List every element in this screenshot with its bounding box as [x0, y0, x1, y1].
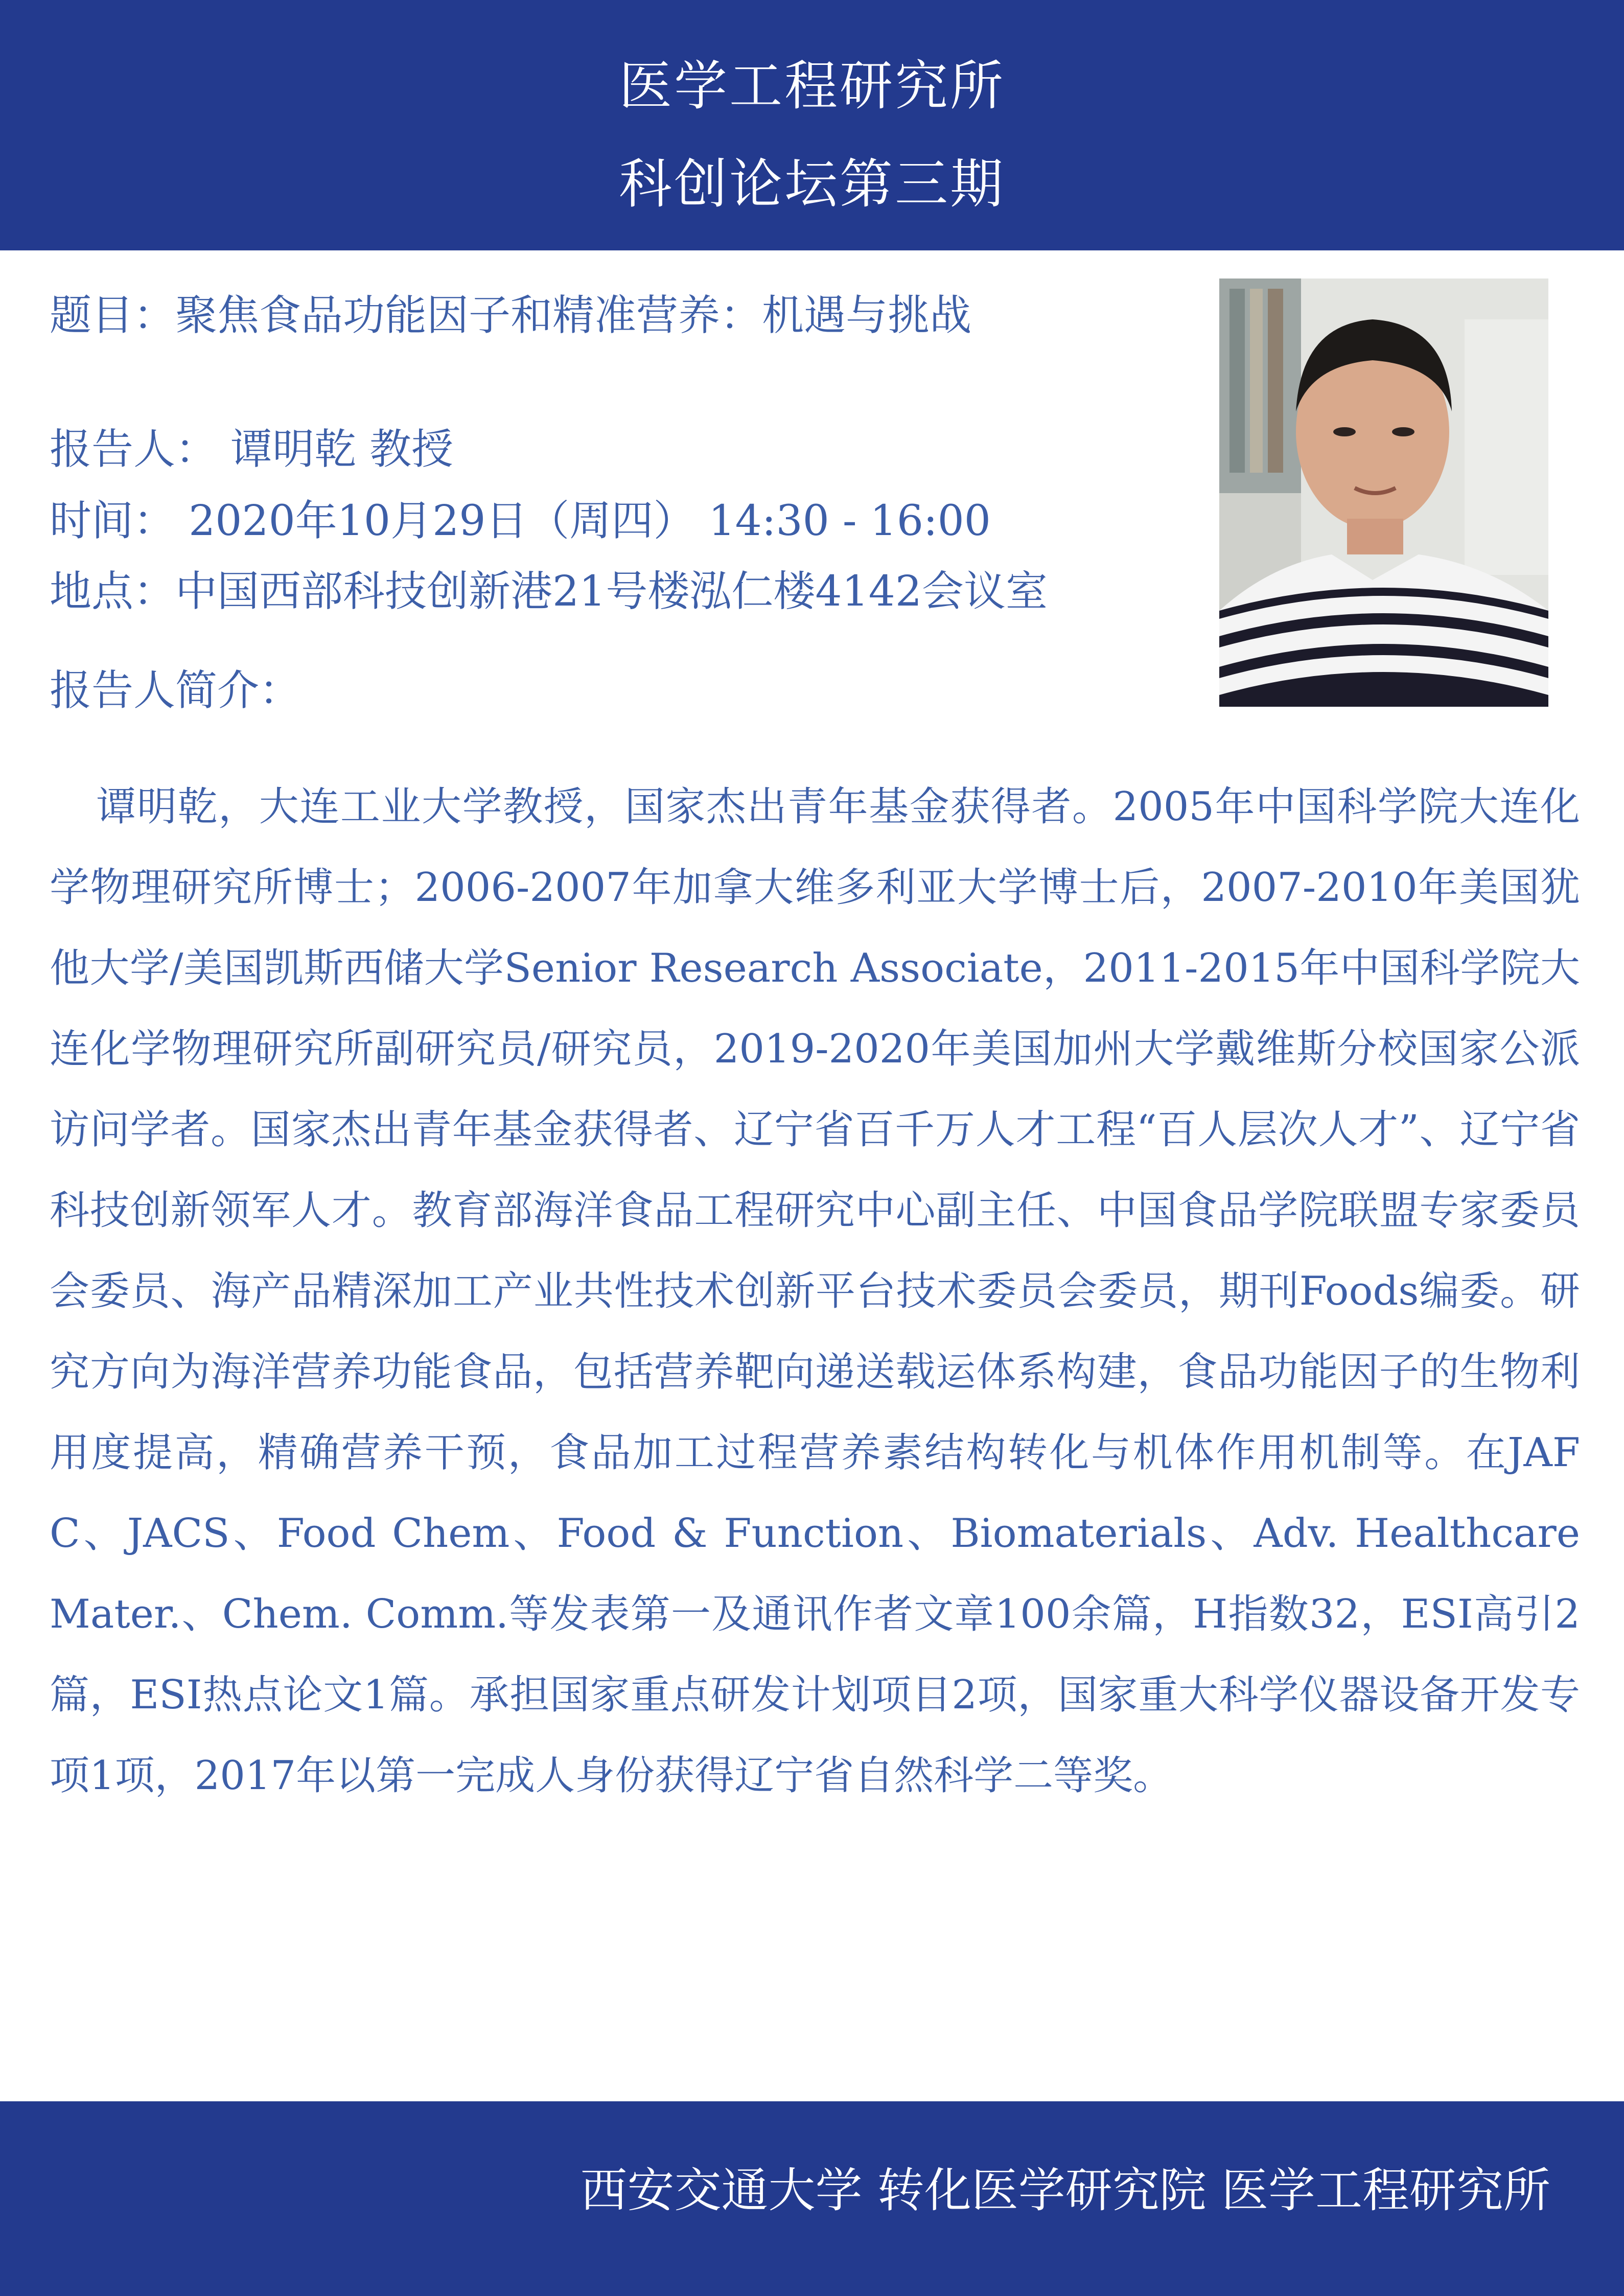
talk-speaker: 报告人： 谭明乾 教授: [50, 425, 454, 474]
talk-place: 地点：中国西部科技创新港21号楼泓仁楼4142会议室: [50, 567, 1048, 616]
header-institute: 医学工程研究所: [618, 55, 1005, 117]
footer-banner: [0, 2101, 1624, 2296]
speaker-photo: [1219, 279, 1548, 707]
intro-heading: 报告人简介：: [50, 666, 301, 715]
header-forum-title: 科创论坛第三期: [618, 153, 1005, 215]
talk-time: 时间： 2020年10月29日（周四） 14:30 - 16:00: [50, 497, 991, 545]
speaker-biography: [50, 767, 1580, 1816]
header-banner: [0, 0, 1624, 250]
talk-title: 题目：聚焦食品功能因子和精准营养：机遇与挑战: [50, 291, 972, 340]
bio-text: 谭明乾，大连工业大学教授，国家杰出青年基金获得者。2005年中国科学院大连化学物理研究所博士；2006-2007年加拿大维多利亚大学博士后，2007-2010年美国犹他大学/美国凯斯西储大学Senior Research Associate，2011-2015年中国科学院大连化学物理研究所副研究员/研究员，2019-2020年美国加州大学戴维斯分校国家公派访问学者。国家杰出青年基金获得者、辽宁省百千万人才工程“百人层次人才”、辽宁省科技创新领军人才。教育部海洋食品工程研究中心副主任、中国食品学院联盟专家委员会委员、海产品精深加工产业共性技术创新平台技术委员会委员，期刊Foods编委。研究方向为海洋营养功能食品，包括营养靶向递送载运体系构建，食品功能因子的生物利用度提高，精确营养干预，食品加工过程营养素结构转化与机体作用机制等。在JAFC、JACS、Food Chem、Food & Function、Biomaterials、Adv. Healthcare Mater.、Chem. Comm.等发表第一及通讯作者文章100余篇，H指数32，ESI高引2篇，ESI热点论文1篇。承担国家重点研发计划项目2项，国家重大科学仪器设备开发专项1项，2017年以第一完成人身份获得辽宁省自然科学二等奖。: [50, 784, 1580, 1799]
content-area: [0, 250, 1624, 2101]
footer-institution: 西安交通大学 转化医学研究院 医学工程研究所: [580, 2163, 1550, 2218]
